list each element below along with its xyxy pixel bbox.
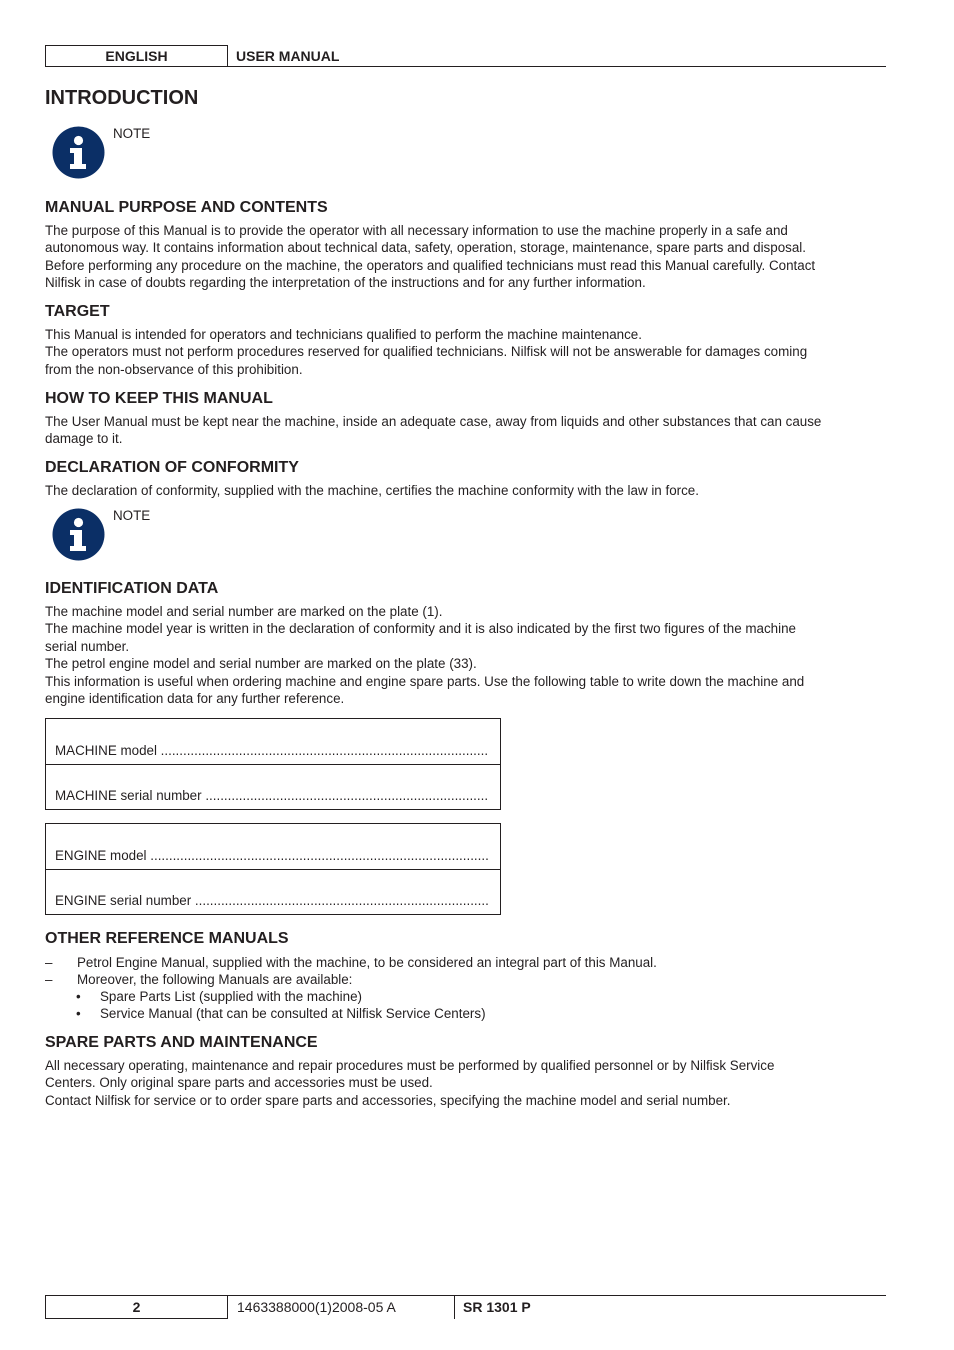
engine-id-table [45,823,501,915]
text-line: Before performing any procedure on the machine, the operators and qualified technicians must read this Manual carefully. Contact [45,257,816,273]
text-line: The operators must not perform procedures reserved for qualified technicians. Nilfisk will not be answerable for damages coming [45,344,808,360]
list-item-text: Moreover, the following Manuals are available: [77,972,353,987]
text-line: engine identification data for any further reference. [45,691,345,707]
text-line: serial number. [45,638,130,654]
text-line: This information is useful when ordering machine and engine spare parts. Use the following table to write down the machine and [45,673,805,689]
sub-list-item-text: Spare Parts List (supplied with the machine) [100,989,362,1004]
bullet-marker: • [76,1006,81,1021]
text-line: The machine model and serial number are marked on the plate (1). [45,604,443,619]
footer-separator [454,1295,455,1319]
section-heading-conformity: DECLARATION OF CONFORMITY [45,459,299,476]
machine-model-label: SR 1301 P [463,1299,531,1315]
section-text-target [45,326,890,378]
sub-list-item-text: Service Manual (that can be consulted at Nilfisk Service Centers) [100,1006,486,1021]
dash-marker: – [45,955,53,970]
text-line: All necessary operating, maintenance and repair procedures must be performed by qualified personnel or by Nilfisk Service [45,1058,775,1073]
text-line: from the non-observance of this prohibition. [45,361,303,377]
section-heading-identification: IDENTIFICATION DATA [45,580,219,597]
text-line: The petrol engine model and serial number are marked on the plate (33). [45,656,477,672]
bullet-marker: • [76,989,81,1004]
info-icon [52,508,105,561]
list-item [45,971,890,988]
section-heading-keep: HOW TO KEEP THIS MANUAL [45,390,273,407]
other-manuals-list [45,954,890,1022]
section-heading-spare-parts: SPARE PARTS AND MAINTENANCE [45,1034,318,1051]
engine-serial-row[interactable] [46,869,500,914]
engine-serial-field: ENGINE serial number ..... [55,893,489,908]
header-doc-type: USER MANUAL [236,48,340,64]
text-line: Contact Nilfisk for service or to order spare parts and accessories, specifying the machine model and serial number. [45,1092,731,1108]
machine-model-row[interactable] [46,719,500,764]
dash-marker: – [45,972,53,987]
section-text-keep [45,413,890,448]
section-text-spare-parts [45,1057,890,1109]
text-line: The purpose of this Manual is to provide the operator with all necessary information to use the machine properly in a safe and [45,223,788,238]
sub-list-item [45,1005,890,1022]
machine-id-table [45,718,501,810]
note-block-2 [52,508,252,564]
section-text-conformity [45,482,890,499]
engine-model-field: ENGINE model ..... [55,848,489,863]
machine-serial-field: MACHINE serial number ..... [55,788,489,803]
section-text-identification [45,603,890,707]
note-label: NOTE [113,126,151,141]
page-footer [45,1295,886,1319]
section-heading-purpose: MANUAL PURPOSE AND CONTENTS [45,199,328,216]
text-line: The declaration of conformity, supplied with the machine, certifies the machine conformity with the law in force. [45,483,699,498]
text-line: damage to it. [45,431,123,447]
list-item-text: Petrol Engine Manual, supplied with the machine, to be considered an integral part of this Manual. [77,955,657,970]
machine-model-field: MACHINE model ..... [55,743,489,758]
document-code: 1463388000(1)2008-05 A [237,1299,396,1315]
note-block-1 [52,126,252,182]
text-line: The machine model year is written in the declaration of conformity and it is also indicated by the first two figures of the machine [45,621,796,637]
header-language: ENGLISH [45,45,228,67]
list-item [45,954,890,971]
page-header [45,45,886,67]
section-heading-target: TARGET [45,303,110,320]
page-title: INTRODUCTION [45,87,199,109]
section-text-purpose [45,222,890,292]
engine-model-row[interactable] [46,824,500,869]
text-line: autonomous way. It contains information about technical data, safety, operation, storage, maintenance, spare parts and disposal. [45,240,806,256]
section-heading-other-manuals: OTHER REFERENCE MANUALS [45,930,289,947]
info-icon [52,126,105,179]
page-number: 2 [45,1295,228,1319]
text-line: Centers. Only original spare parts and accessories must be used. [45,1075,433,1091]
sub-list-item [45,988,890,1005]
text-line: The User Manual must be kept near the machine, inside an adequate case, away from liquids and other substances that can cause [45,414,822,429]
text-line: Nilfisk in case of doubts regarding the interpretation of the instructions and for any further information. [45,275,646,291]
text-line: This Manual is intended for operators and technicians qualified to perform the machine maintenance. [45,327,642,342]
machine-serial-row[interactable] [46,764,500,809]
note-label: NOTE [113,508,151,523]
